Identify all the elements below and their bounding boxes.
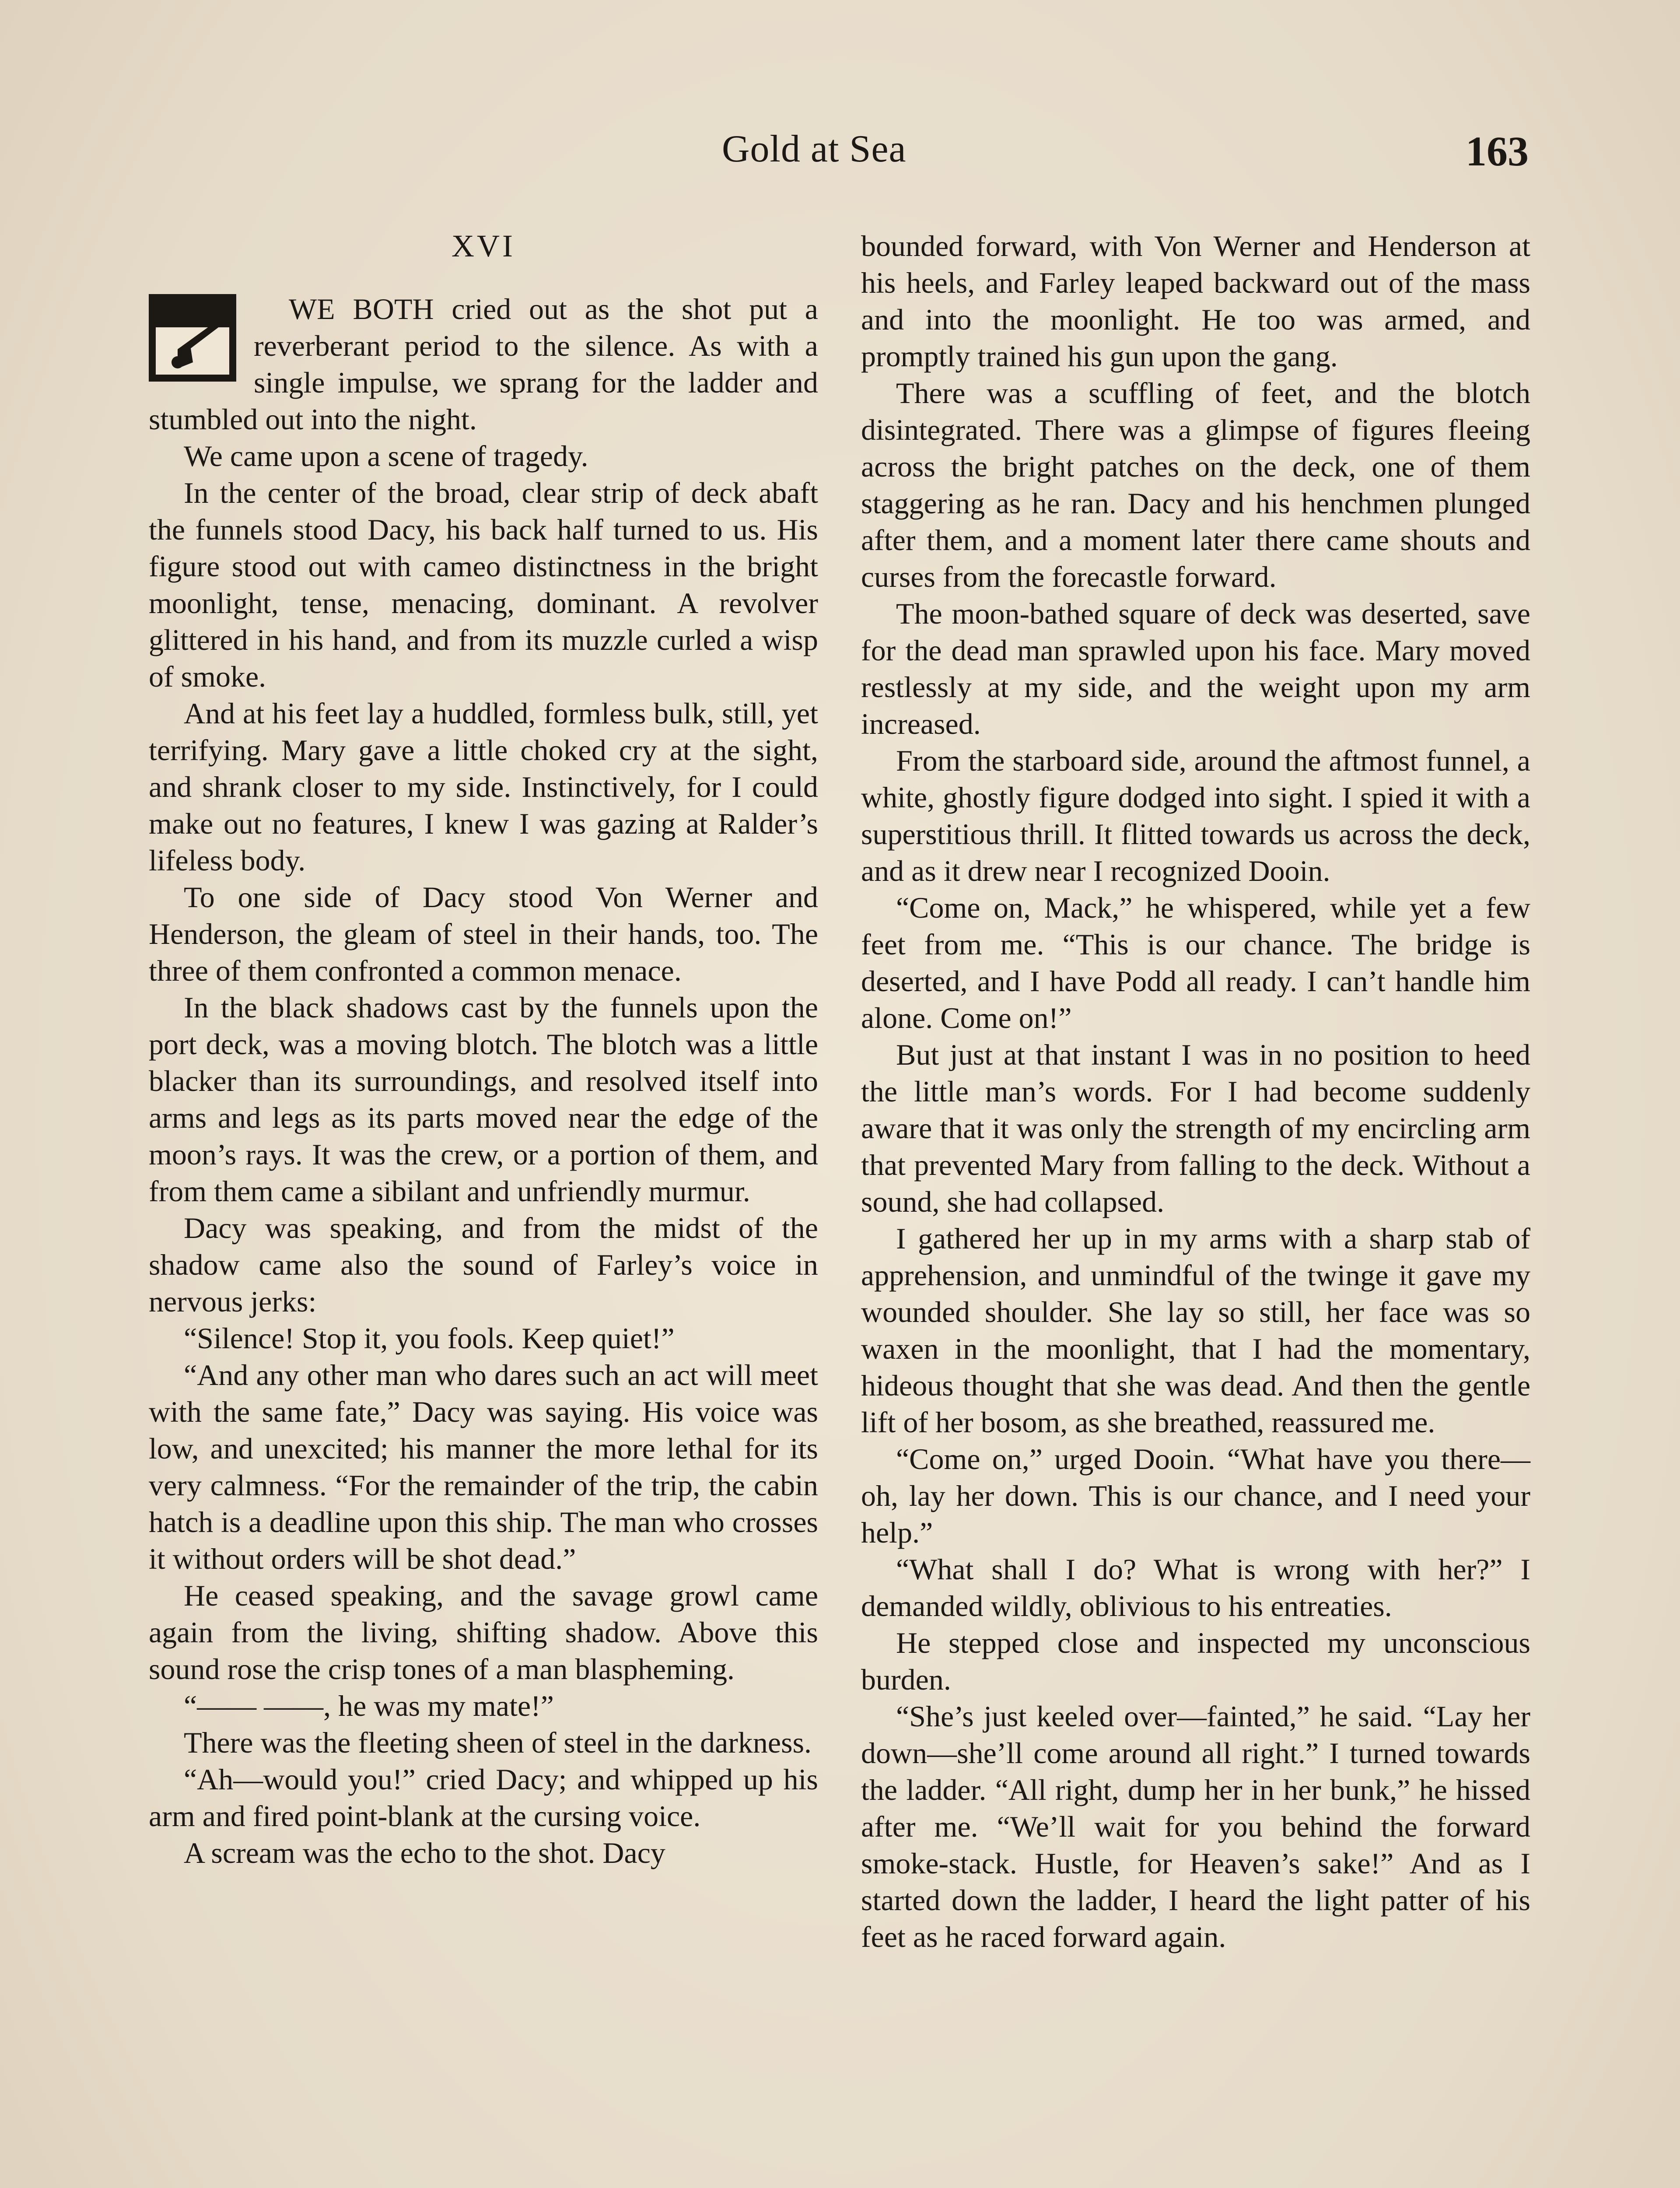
opening-text: cried out as the shot put a reverberant period to the silence. As with a single impulse, we sprang for the ladder and stumbled out into the night.: [149, 292, 818, 436]
running-title: Gold at Sea: [722, 128, 906, 170]
paragraph: To one side of Dacy stood Von Werner and Henderson, the gleam of steel in their hands, too. The three of them confronted a common menace.: [149, 880, 818, 987]
paragraph: “—— ——, he was my mate!”: [184, 1689, 554, 1722]
paragraph: He stepped close and inspected my unconscious burden.: [861, 1626, 1530, 1696]
right-column: [861, 228, 1530, 1955]
paragraph: “Come on, Mack,” he whispered, while yet a few feet from me. “This is our chance. The bridge is deserted, and I have Podd all ready. I can’t handle him alone. Come on!”: [861, 891, 1530, 1034]
paragraph: In the center of the broad, clear strip of deck abaft the funnels stood Dacy, his back half turned to us. His figure stood out with cameo distinctness in the bright moonlight, tense, menacing, dominant. A revolver glittered in his hand, and from its muzzle curled a wisp of smoke.: [149, 476, 818, 693]
dropcap-illustration: [149, 294, 236, 382]
opening-small-caps: WE BOTH: [289, 292, 434, 326]
left-column: [149, 228, 818, 1871]
paragraph: “And any other man who dares such an act will meet with the same fate,” Dacy was saying. His voice was low, and unexcited; his manner the more lethal for its very calmness. “For the remainder of the trip, the cabin hatch is a deadline upon this ship. The man who crosses it without orders will be shot dead.”: [149, 1358, 818, 1575]
paragraph: And at his feet lay a huddled, formless bulk, still, yet terrifying. Mary gave a little choked cry at the sight, and shrank closer to my side. Instinctively, for I could make out no features, I knew I was gazing at Ralder’s lifeless body.: [149, 697, 818, 877]
continuation-paragraph: bounded forward, with Von Werner and Henderson at his heels, and Farley leaped backward out of the mass and into the moonlight. He too was armed, and promptly trained his gun upon the gang.: [861, 229, 1530, 373]
paragraph: “Silence! Stop it, you fools. Keep quiet!”: [184, 1322, 675, 1355]
page-header: [0, 127, 1680, 193]
paragraph: “Ah—would you!” cried Dacy; and whipped up his arm and fired point-blank at the cursing voice.: [149, 1763, 818, 1833]
page-number: 163: [1466, 128, 1529, 175]
paragraph: “She’s just keeled over—fainted,” he said. “Lay her down—she’ll come around all right.” I turned towards the ladder. “All right, dump her in her bunk,” he hissed after me. “We’ll wait for you behind the forward smoke-stack. Hustle, for Heaven’s sake!” And as I started down the ladder, I heard the light patter of his feet as he raced forward again.: [861, 1700, 1530, 1953]
paragraph: There was a scuffling of feet, and the blotch disintegrated. There was a glimpse of figures fleeing across the bright patches on the deck, one of them staggering as he ran. Dacy and his henchmen plunged after them, and a moment later there came shouts and curses from the forecastle forward.: [861, 376, 1530, 593]
paragraph: In the black shadows cast by the funnels upon the port deck, was a moving blotch. The blotch was a little blacker than its surroundings, and resolved itself into arms and legs as its parts moved near the edge of the moon’s rays. It was the crew, or a portion of them, and from them came a sibilant and unfriendly murmur.: [149, 991, 818, 1208]
paragraph: We came upon a scene of tragedy.: [184, 439, 588, 473]
opening-paragraph: [149, 291, 818, 438]
paragraph: He ceased speaking, and the savage growl came again from the living, shifting shadow. Above this sound rose the crisp tones of a man blaspheming.: [149, 1579, 818, 1686]
chapter-heading: XVI: [452, 228, 515, 263]
revolver-icon: [151, 297, 234, 379]
paragraph: I gathered her up in my arms with a sharp stab of apprehension, and unmindful of the twinge it gave my wounded shoulder. She lay so still, her face was so waxen in the moonlight, that I had the momentary, hideous thought that she was dead. And then the gentle lift of her bosom, as she breathed, reassured me.: [861, 1222, 1530, 1439]
paragraph: “Come on,” urged Dooin. “What have you there—oh, lay her down. This is our chance, and I need your help.”: [861, 1442, 1530, 1549]
paragraph: “What shall I do? What is wrong with her?” I demanded wildly, oblivious to his entreaties.: [861, 1553, 1530, 1623]
paragraph: There was the fleeting sheen of steel in the darkness.: [184, 1726, 812, 1759]
paragraph: A scream was the echo to the shot. Dacy: [184, 1836, 665, 1869]
paragraph: From the starboard side, around the aftmost funnel, a white, ghostly figure dodged into sight. I spied it with a superstitious thrill. It flitted towards us across the deck, and as it drew near I recognized Dooin.: [861, 744, 1530, 887]
paragraph: The moon-bathed square of deck was deserted, save for the dead man sprawled upon his face. Mary moved restlessly at my side, and the weight upon my arm increased.: [861, 597, 1530, 740]
paragraph: But just at that instant I was in no position to heed the little man’s words. For I had become suddenly aware that it was only the strength of my encircling arm that prevented Mary from falling to the deck. Without a sound, she had collapsed.: [861, 1038, 1530, 1218]
paragraph: Dacy was speaking, and from the midst of the shadow came also the sound of Farley’s voice in nervous jerks:: [149, 1211, 818, 1318]
